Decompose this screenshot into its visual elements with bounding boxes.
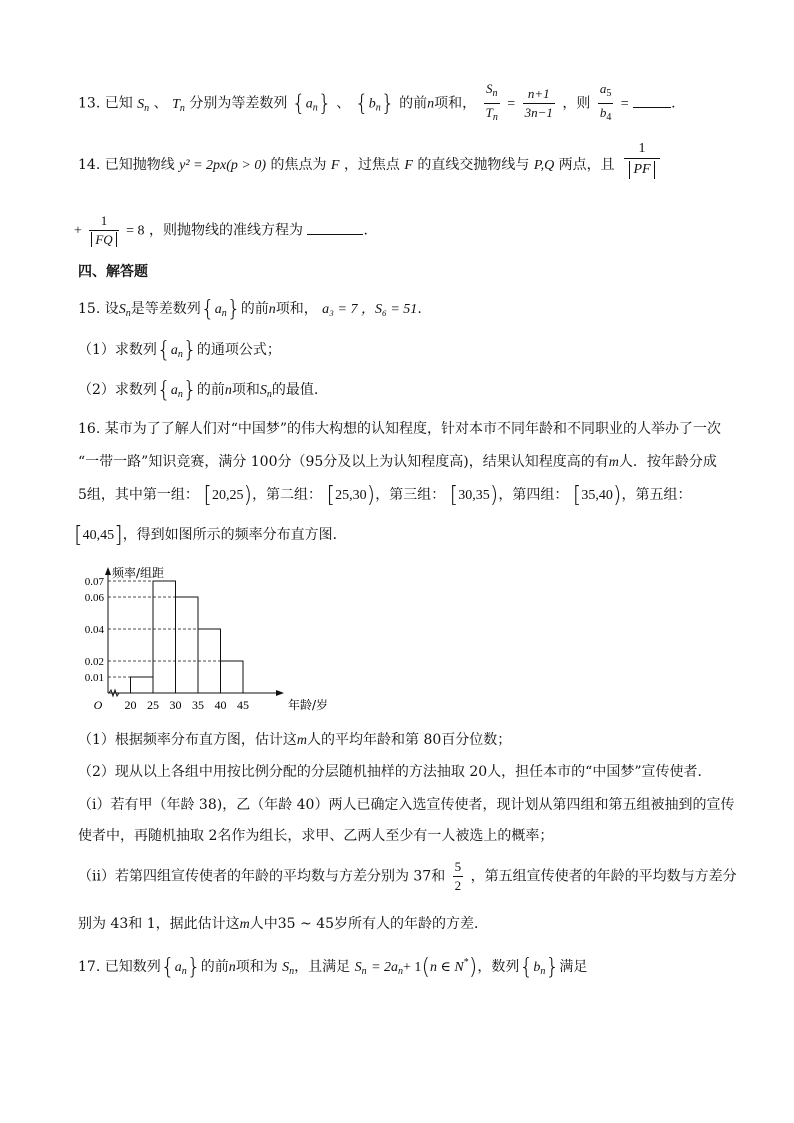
paren-close: ) (366, 483, 376, 508)
q16-group3: 30,35 (458, 488, 490, 503)
x-tick-label: 45 (237, 698, 249, 712)
y-tick-label: 0.02 (84, 656, 104, 668)
q15-p2-brace-open: { (156, 378, 171, 403)
q16-line2 (78, 452, 717, 473)
q17-brace-open: { (160, 955, 175, 980)
q15-part1-text: （1）求数列 (78, 342, 157, 358)
q16-sub2-i-line2: 使者中，再随机抽取 2名作为组长，求甲、乙两人至少有一人被选上的概率； (78, 828, 554, 844)
q16-sub2-ii-text: （ii）若第四组宣传使者的年龄的平均数与方差分别为 37和 (78, 868, 446, 885)
q15-part2-text4: 的最值. (271, 382, 319, 398)
q15-part1-text2: 的通项公式； (196, 342, 281, 358)
q17-text1: 17. 已知数列 (78, 959, 161, 975)
histogram-bar (131, 677, 154, 693)
q15-p1-brace-open: { (156, 338, 171, 363)
q14-answer-blank[interactable] (307, 220, 363, 235)
q15-text2: 是等差数列 (130, 301, 201, 317)
q17-text5: ，数列 (477, 959, 520, 975)
q15-p1-an-sub: n (177, 349, 183, 360)
q15-text1: 设 (104, 301, 119, 317)
q13-text4: 项和， (434, 95, 477, 112)
q13-brace-close2: } (380, 91, 395, 117)
q17-plus1: + 1 (403, 960, 422, 975)
q16-line4-text: ，得到如图所示的频率分布直方图． (122, 527, 347, 543)
q13-fraction-n: $\frac{n+1}{3n-1}$ (524, 86, 553, 120)
y-tick-label: 0.01 (84, 672, 104, 684)
q15-p2-an: a (170, 383, 178, 398)
q14-plus: + (74, 223, 82, 239)
q17-eq-sub: n (398, 966, 404, 977)
q16-sub2: （2）现从以上各组中用按比例分配的分层随机抽样的方法抽取 20人，担任本市的“中国梦”宣传使者． (78, 764, 712, 780)
q15-line (78, 299, 422, 324)
q17-text4: ，且满足 (294, 959, 351, 975)
bracket-open: [ (572, 483, 582, 508)
q15-p2-brace-close: } (182, 378, 197, 403)
q13-T: $T_n$ (172, 96, 185, 114)
q16-group1: 20,25 (211, 488, 244, 503)
y-tick-label: 0.04 (84, 624, 104, 636)
histogram-bar (176, 597, 199, 693)
q14-line2 (74, 212, 368, 252)
histogram-bar (221, 661, 244, 693)
q14-end: . (363, 222, 368, 239)
q13-brace-close: } (317, 91, 332, 117)
q15-p1-an: a (170, 343, 178, 358)
q16-group5: 40,45 (82, 528, 115, 543)
q13-a: a (305, 96, 313, 112)
q15-number: 15. (78, 301, 101, 317)
q15-p2-Sn: $S_n$ (259, 383, 272, 400)
q13-brace-open: { (291, 91, 306, 117)
q13-equals: = (507, 96, 516, 112)
q17-line (78, 953, 587, 982)
q15-p2-n: n (224, 383, 232, 398)
paren-close: ) (243, 483, 253, 508)
q16-line2-text2: 人．按年龄分成 (618, 454, 717, 470)
q16-line4 (74, 525, 347, 546)
q17-text2: 的前 (200, 959, 229, 975)
q16-sub1-m: m (296, 733, 308, 748)
q16-line3-text5: ，第五组： (621, 487, 692, 503)
q15-condition: a₃ = 7 ，S₆ = 51 (322, 302, 418, 317)
q16-line3-text2: ，第二组： (252, 487, 323, 503)
x-tick-label: 35 (192, 698, 204, 712)
y-tick-label: 0.06 (84, 592, 104, 604)
q14-parabola-eq: y² = 2px(p > 0) (179, 158, 267, 173)
q14-F2: F (404, 158, 413, 173)
q15-text3: 的前 (240, 301, 269, 317)
q16-line3-text3: ，第三组： (375, 487, 446, 503)
q15-an-sub: n (221, 308, 227, 319)
q13-number: 13. (78, 95, 101, 112)
bracket-open: [ (74, 523, 83, 548)
q15-p1-brace-close: } (182, 338, 197, 363)
q14-F: F (330, 158, 340, 173)
q17-cond: n ∈ N (430, 960, 464, 975)
q13-text: 已知 (104, 95, 133, 112)
y-axis-label: 频率/组距 (112, 566, 165, 580)
q16-line3-text: 5组，其中第一组： (78, 487, 199, 503)
q17-a: a (174, 960, 182, 975)
q15-brace-open: { (200, 297, 215, 322)
q13-text3: 的前 (399, 95, 428, 112)
q17-text6: 满足 (559, 959, 588, 975)
paren-close: ) (612, 483, 622, 508)
q17-brace-close: } (186, 955, 201, 980)
q15-part2-text: （2）求数列 (78, 382, 157, 398)
q17-b: b (533, 960, 541, 975)
q14-frac-PF: 1 PF (624, 140, 660, 179)
q14-text4: 的直线交抛物线与 (417, 157, 530, 173)
q13-fraction-ST: $\frac{S_n}{T_n}$ (485, 81, 498, 123)
q17-Sn2: $S_n$ (354, 960, 367, 977)
q15-part2-text3: 项和 (231, 382, 260, 398)
q14-text3: ，过焦点 (343, 157, 400, 173)
q15-end: . (417, 301, 422, 317)
q13-equals2: = (620, 96, 629, 112)
q17-b-sub: n (540, 966, 546, 977)
q13-b-sub: n (375, 102, 381, 114)
q13-text2: 分别为等差数列 (189, 95, 288, 112)
q14-text2: 的焦点为 (270, 157, 327, 173)
q15-part1 (78, 340, 281, 365)
q15-part2 (78, 380, 318, 405)
q13-S: $S_n$ (137, 96, 150, 114)
star-sup: * (463, 957, 469, 968)
q14-text6: ，则抛物线的准线方程为 (149, 222, 304, 239)
q14-number: 14. (78, 157, 101, 173)
q16-sub2-ii-text3: 别为 43和 1，据此估计这 (78, 916, 240, 932)
q13-fraction-ab: $\frac{a_5}{b_4}$ (599, 81, 612, 123)
q16-line3 (78, 485, 691, 506)
q15-text4: 项和， (275, 301, 318, 317)
q17-brace-open2: { (519, 955, 534, 980)
q16-sub2-ii-text2: ，第五组宣传使者的年龄的平均数与方差分 (470, 868, 737, 885)
x-tick-label: 40 (214, 698, 227, 712)
q14-eq8: = 8 (126, 223, 145, 239)
q14-PQ: P,Q (533, 158, 555, 173)
q14-text1: 已知抛物线 (104, 157, 175, 173)
y-axis-arrow (105, 567, 111, 575)
q14-frac-FQ: $\frac{1}{FQ}$ (89, 212, 118, 249)
q16-sub2-ii-text4: 人中35 ~ 45岁所有人的年龄的方差． (249, 916, 489, 932)
q13-n: n (427, 96, 435, 112)
q13-a-sub: n (312, 102, 318, 114)
q16-group2: 25,30 (335, 488, 367, 503)
q17-a-sub: n (181, 966, 187, 977)
q16-line2-text: “一带一路”知识竞赛，满分 100分（95分及以上为认知程度高)，结果认知程度高的有 (78, 454, 609, 470)
q13-end: . (671, 95, 676, 112)
q13-sep: 、 (153, 95, 168, 112)
q17-text3: 项和为 (235, 959, 278, 975)
origin-label: O (93, 698, 103, 712)
q16-group4: 35,40 (581, 488, 613, 503)
bracket-close: ] (114, 523, 123, 548)
q16-line3-text4: ，第四组： (498, 487, 569, 503)
paren-close: ) (489, 483, 499, 508)
x-axis-label: 年龄/岁 (288, 698, 329, 712)
q16-sub1-text: （1）根据频率分布直方图，估计这 (78, 732, 297, 748)
q13-text5: ，则 (562, 95, 591, 112)
bracket-open: [ (203, 483, 212, 508)
histogram-chart (78, 565, 329, 715)
q16-sub1 (78, 730, 511, 751)
q15-an: a (214, 302, 222, 317)
bracket-open: [ (449, 483, 459, 508)
q16-line1: 16. 某市为了了解人们对“中国梦”的伟大构想的认知程度，针对本市不同年龄和不同职业的人举办了一次 (78, 421, 722, 437)
x-axis-arrow (276, 690, 284, 696)
section-heading: 四、解答题 (78, 264, 148, 280)
q13-brace-open2: { (354, 91, 369, 117)
q15-p2-an-sub: n (177, 389, 183, 400)
x-tick-label: 20 (124, 698, 137, 712)
q13-answer-blank[interactable] (633, 93, 671, 108)
bracket-open: [ (326, 483, 336, 508)
q13-line (78, 80, 676, 123)
q17-eq: = 2a (371, 960, 399, 975)
y-tick-label: 0.07 (84, 576, 104, 588)
q17-Sn: $S_n$ (282, 960, 295, 977)
histogram-bar (153, 581, 176, 693)
q16-sub2-ii-m: m (239, 917, 250, 932)
q17-n: n (228, 960, 236, 975)
x-tick-label: 30 (169, 698, 182, 712)
q16-sub1-text2: 人的平均年龄和第 80百分位数； (307, 732, 512, 748)
q15-Sn: $S_n$ (118, 302, 131, 319)
q16-sub2-ii-line1 (78, 858, 737, 902)
q16-m: m (608, 455, 619, 470)
q14-line1 (78, 155, 615, 176)
x-tick-label: 25 (147, 698, 159, 712)
q16-sub2-i-line1: （i）若有甲（年龄 38)，乙（年龄 40）两人已确定入选宣传使者，现计划从第四组和第五组被抽到的宣传 (78, 797, 735, 813)
paren-close: ) (468, 955, 478, 980)
q15-brace-close: } (226, 297, 241, 322)
q16-frac-5-2: $\frac{5}{2}$ (454, 859, 462, 893)
q13-b: b (368, 96, 376, 112)
q15-part2-text2: 的前 (196, 382, 225, 398)
q13-sep2: 、 (336, 95, 351, 112)
q15-n: n (268, 302, 276, 317)
q16-sub2-ii-line2 (78, 914, 488, 935)
q17-brace-close2: } (545, 955, 560, 980)
paren-open: ( (421, 955, 431, 980)
q14-text5: 两点，且 (558, 157, 615, 173)
